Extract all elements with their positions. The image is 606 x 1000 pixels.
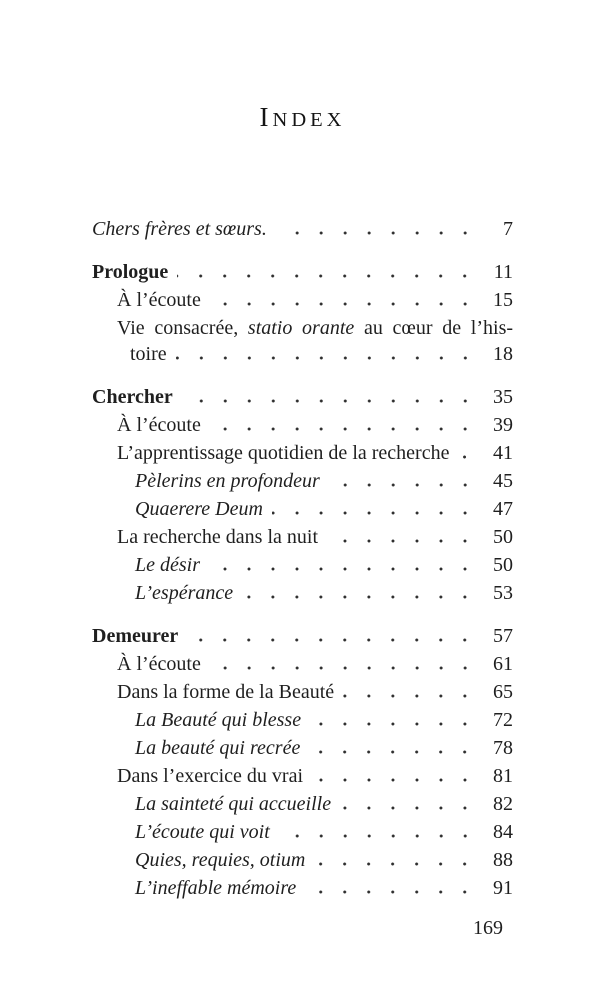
label-segment: Prologue: [92, 261, 169, 283]
toc-entry-label: [130, 344, 167, 365]
label-segment: À l’écoute: [117, 653, 201, 675]
toc-row: [92, 555, 513, 576]
toc-entry-page: 15: [493, 289, 513, 311]
toc-entry-label: [117, 443, 449, 464]
toc-entry-label: [92, 219, 267, 240]
toc-entry-label: [135, 878, 296, 899]
label-segment: Chers frères et sœurs.: [92, 218, 267, 240]
dot-leader: [279, 833, 477, 839]
toc-row: [92, 344, 513, 365]
dot-leader: [176, 355, 477, 361]
dot-leader: [343, 693, 477, 699]
label-segment: Vie consacrée,: [117, 317, 248, 339]
dot-leader: [209, 566, 477, 572]
toc-entry-label: [135, 822, 270, 843]
toc-entry-label: [135, 738, 300, 759]
toc-entry-page: 57: [493, 625, 513, 647]
dot-leader: [327, 538, 477, 544]
toc-entry-page: 35: [493, 386, 513, 408]
folio-page-number: 169: [473, 917, 503, 939]
label-segment: À l’écoute: [117, 289, 201, 311]
toc-row: [92, 318, 513, 339]
dot-leader: [187, 637, 477, 643]
toc-entry-page: 47: [493, 498, 513, 520]
dot-leader: [310, 721, 477, 727]
toc-row: [92, 850, 513, 871]
label-segment: Le désir: [135, 554, 200, 576]
toc-entry-page: 72: [493, 709, 513, 731]
label-segment: au cœur de l’his-: [354, 317, 514, 339]
dot-leader: [242, 594, 477, 600]
toc-entry-page: 18: [493, 343, 513, 365]
toc-row: [92, 878, 513, 899]
dot-leader: [272, 510, 477, 516]
toc-entry-page: 84: [493, 821, 513, 843]
toc-entry-page: 82: [493, 793, 513, 815]
toc-row: [92, 387, 513, 408]
toc-entry-page: 50: [493, 554, 513, 576]
label-segment: L’écoute qui voit: [135, 821, 270, 843]
dot-leader: [210, 665, 477, 671]
toc-entry-label: [117, 654, 201, 675]
toc-row: [92, 654, 513, 675]
dot-leader: [458, 454, 477, 460]
toc-entry-label: [135, 555, 200, 576]
toc-row: [92, 794, 513, 815]
toc-entry-label: [117, 318, 513, 339]
label-segment: Quies, requies, otium: [135, 849, 306, 871]
toc-entry-label: [92, 262, 168, 283]
toc-entry-label: [117, 527, 318, 548]
toc-entry-page: 7: [503, 218, 513, 240]
toc-row: [92, 471, 513, 492]
toc-row: [92, 583, 513, 604]
toc-entry-page: 39: [493, 414, 513, 436]
toc-entry-label: [135, 583, 233, 604]
label-segment: La Beauté qui blesse: [135, 709, 302, 731]
dot-leader: [340, 805, 477, 811]
toc-row: [92, 219, 513, 240]
dot-leader: [309, 749, 477, 755]
toc-entry-page: 53: [493, 582, 513, 604]
dot-leader: [276, 230, 477, 236]
toc-row: [92, 527, 513, 548]
toc-entry-label: [135, 499, 263, 520]
dot-leader: [312, 777, 477, 783]
page-title: [92, 100, 513, 135]
toc-row: [92, 262, 513, 283]
label-segment: Dans l’exercice du vrai: [117, 765, 304, 787]
dot-leader: [305, 889, 477, 895]
label-segment: Quaerere Deum: [135, 498, 263, 520]
toc-entry-page: 41: [493, 442, 513, 464]
dot-leader: [182, 398, 477, 404]
dot-leader: [329, 482, 477, 488]
label-segment: L’ineffable mémoire: [135, 877, 297, 899]
table-of-contents: [92, 219, 513, 899]
label-segment: statio orante: [247, 317, 355, 339]
toc-entry-page: 45: [493, 470, 513, 492]
toc-entry-label: [135, 710, 301, 731]
toc-entry-page: 50: [493, 526, 513, 548]
label-segment: L’apprentissage quotidien de la recherche: [117, 442, 450, 464]
dot-leader: [210, 426, 477, 432]
title-initial-letter: I: [259, 102, 273, 132]
toc-row: [92, 822, 513, 843]
toc-row: [92, 499, 513, 520]
dot-leader: [177, 273, 477, 279]
toc-row: [92, 415, 513, 436]
toc-row: [92, 682, 513, 703]
toc-entry-page: 91: [493, 877, 513, 899]
toc-entry-page: 81: [493, 765, 513, 787]
toc-entry-label: [117, 766, 303, 787]
label-segment: La beauté qui recrée: [135, 737, 301, 759]
label-segment: toire: [130, 343, 167, 365]
label-segment: Dans la forme de la Beauté: [117, 681, 335, 703]
toc-entry-page: 78: [493, 737, 513, 759]
toc-row: [92, 710, 513, 731]
toc-entry-page: 11: [493, 261, 513, 283]
label-segment: La recherche dans la nuit: [117, 526, 319, 548]
label-segment: À l’écoute: [117, 414, 201, 436]
label-segment: La sainteté qui accueille: [135, 793, 332, 815]
label-segment: Pèlerins en profondeur: [135, 470, 320, 492]
toc-entry-label: [135, 471, 320, 492]
toc-row: [92, 626, 513, 647]
label-segment: Demeurer: [92, 625, 179, 647]
dot-leader: [314, 861, 477, 867]
toc-entry-label: [92, 626, 178, 647]
label-segment: Chercher: [92, 386, 173, 408]
dot-leader: [210, 301, 477, 307]
toc-entry-page: 88: [493, 849, 513, 871]
toc-entry-page: 65: [493, 681, 513, 703]
toc-row: [92, 738, 513, 759]
label-segment: L’espérance: [135, 582, 234, 604]
toc-row: [92, 290, 513, 311]
toc-entry-label: [117, 682, 334, 703]
toc-entry-page: 61: [493, 653, 513, 675]
toc-entry-label: [117, 415, 201, 436]
toc-entry-label: [92, 387, 173, 408]
toc-row: [92, 766, 513, 787]
toc-row: [92, 443, 513, 464]
toc-entry-label: [135, 850, 305, 871]
toc-entry-label: [117, 290, 201, 311]
title-small-caps: NDEX: [272, 109, 346, 131]
toc-entry-label: [135, 794, 331, 815]
